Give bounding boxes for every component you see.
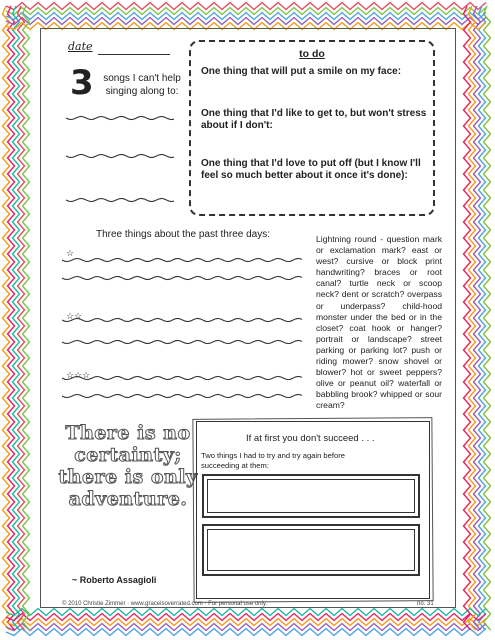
succeed-prompt: Two things I had to try and try again before succeeding at them:	[201, 451, 345, 470]
zigzag-stroke	[464, 6, 471, 630]
zigzag-stroke	[3, 6, 10, 630]
zigzag-stroke	[6, 18, 486, 25]
zigzag-stroke	[6, 3, 486, 10]
zigzag-stroke	[6, 13, 486, 20]
zigzag-stroke	[484, 6, 491, 630]
footer-copyright: © 2010 Christie Zimmer · www.graceisoverrated.com · For personal use only.	[62, 601, 268, 607]
footer-page-number: no. 31	[417, 601, 434, 607]
zigzag-stroke	[6, 8, 486, 15]
quote-text: There is no certainty; there is only adventure.	[58, 422, 198, 510]
todo-title: to do	[299, 48, 325, 60]
zigzag-stroke	[23, 6, 30, 630]
write-line	[62, 394, 302, 397]
todo-item-3: One thing that I'd love to put off (but I know I'll feel so much better about it once it's done):	[201, 158, 421, 181]
zigzag-stroke	[18, 6, 25, 630]
zigzag-stroke	[6, 629, 486, 636]
write-line	[66, 198, 174, 201]
zigzag-stroke	[474, 6, 481, 630]
write-line	[62, 376, 302, 379]
zigzag-stroke	[6, 609, 486, 616]
songs-write-lines	[66, 112, 178, 222]
quote-author: ~ Roberto Assagioli	[72, 575, 157, 585]
succeed-answer-2-inner	[207, 529, 415, 571]
zigzag-stroke	[8, 6, 15, 630]
write-line	[62, 276, 302, 279]
todo-item-1: One thing that will put a smile on my face:	[201, 66, 402, 77]
zigzag-stroke	[479, 6, 486, 630]
date-line	[98, 54, 170, 55]
songs-number: 3	[70, 63, 94, 103]
todo-item-2: One thing that I'd like to get to, but won't stress about if I don't:	[201, 108, 427, 131]
star-three: ☆☆☆	[66, 370, 91, 380]
zigzag-stroke	[6, 624, 486, 631]
write-line	[62, 340, 302, 343]
todo-box	[189, 40, 435, 216]
songs-prompt: songs I can't help singing along to:	[103, 73, 181, 97]
three-things-write-lines	[62, 250, 308, 400]
zigzag-stroke	[469, 6, 476, 630]
date-label: date	[68, 40, 93, 53]
three-things-title: Three things about the past three days:	[96, 229, 270, 240]
write-line	[62, 258, 302, 261]
zigzag-stroke	[13, 6, 20, 630]
write-line	[62, 318, 302, 321]
succeed-title: If at first you don't succeed . . .	[246, 433, 375, 444]
write-line	[66, 116, 174, 119]
succeed-answer-1-inner	[207, 479, 415, 513]
star-two: ☆☆	[66, 311, 83, 321]
star-one: ☆	[66, 248, 75, 258]
zigzag-stroke	[6, 614, 486, 621]
write-line	[66, 154, 174, 157]
lightning-round: Lightning round - question mark or exclamation mark? east or west? cursive or block print handwriting? braces or root canal? turtle neck or scoop neck? dent or scratch? overpass or underpass? child-hood monster under the bed or in the closet? coat hook or hanger? portrait or landscape? street parking or parking lot? push or riding mower? snow shovel or blower? hot or sweet peppers? olive or peanut oil? waterfall or babbling brook? whipped or sour cream?	[316, 234, 442, 411]
zigzag-stroke	[6, 619, 486, 626]
